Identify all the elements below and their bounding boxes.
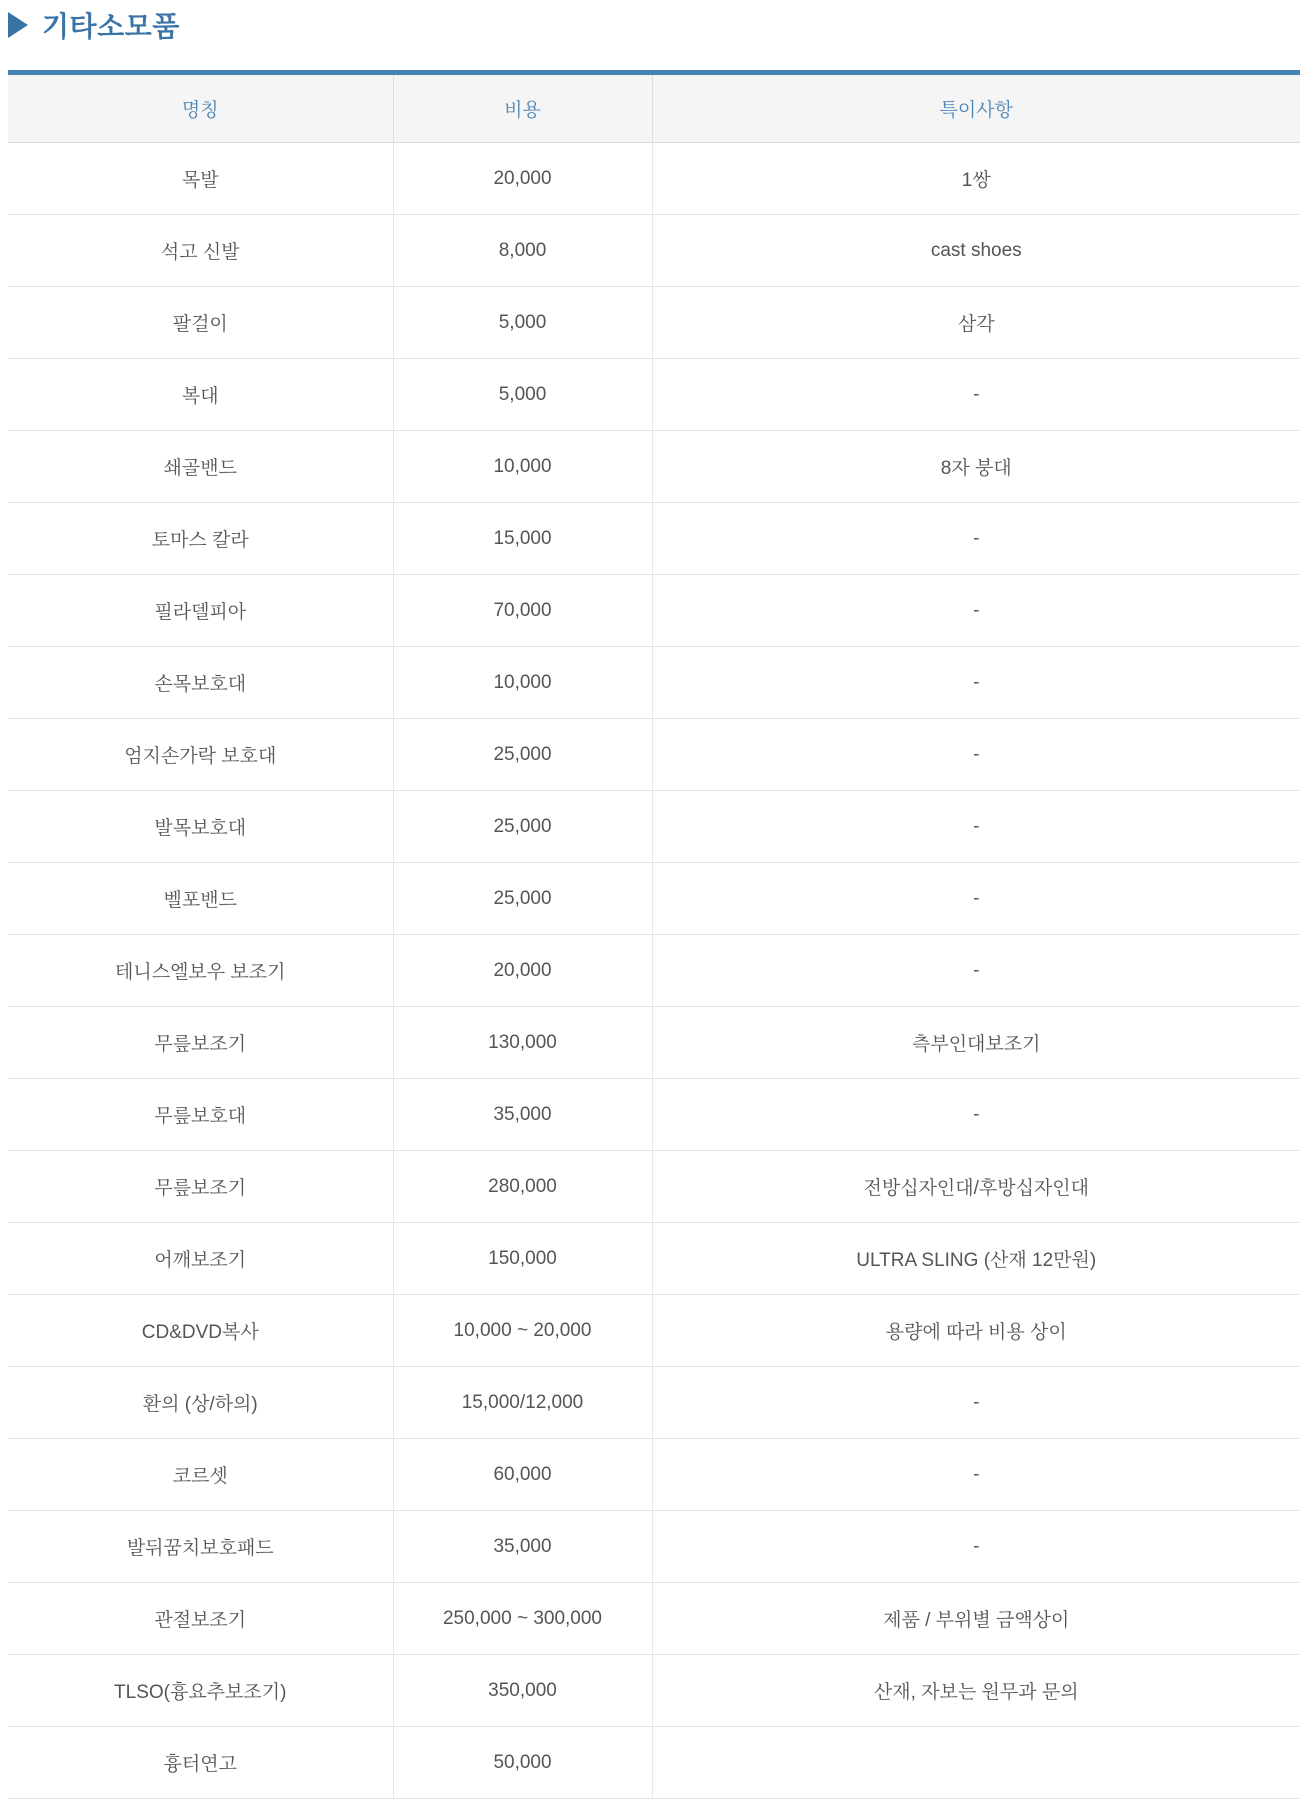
item-name-cell: 테니스엘보우 보조기 [8,935,393,1007]
item-name-cell: 무릎보호대 [8,1079,393,1151]
item-cost-cell: 25,000 [393,863,652,935]
item-cost-cell: 130,000 [393,1007,652,1079]
item-cost-cell: 350,000 [393,1655,652,1727]
item-name-cell: 벨포밴드 [8,863,393,935]
item-note-cell: 산재, 자보는 원무과 문의 [652,1655,1300,1727]
item-name-cell: 발목보호대 [8,791,393,863]
item-note-cell: - [652,863,1300,935]
consumables-table [8,70,1300,1799]
table-row [8,1439,1300,1511]
table-row [8,503,1300,575]
item-cost-cell: 35,000 [393,1079,652,1151]
item-note-cell: - [652,1367,1300,1439]
table-row [8,1007,1300,1079]
column-header-notes: 특이사항 [652,73,1300,143]
item-cost-cell: 10,000 [393,431,652,503]
item-note-cell: - [652,575,1300,647]
item-cost-cell: 20,000 [393,935,652,1007]
item-note-cell: 삼각 [652,287,1300,359]
item-cost-cell: 5,000 [393,359,652,431]
table-row [8,1655,1300,1727]
item-cost-cell: 10,000 [393,647,652,719]
table-row [8,1079,1300,1151]
item-cost-cell: 280,000 [393,1151,652,1223]
item-name-cell: 손목보호대 [8,647,393,719]
item-name-cell: 엄지손가락 보호대 [8,719,393,791]
item-name-cell: 무릎보조기 [8,1151,393,1223]
item-name-cell: 무릎보조기 [8,1007,393,1079]
table-row [8,1727,1300,1799]
table-row [8,359,1300,431]
item-name-cell: 팔걸이 [8,287,393,359]
item-cost-cell: 5,000 [393,287,652,359]
table-row [8,1295,1300,1367]
table-row [8,1151,1300,1223]
item-note-cell: - [652,719,1300,791]
item-name-cell: 발뒤꿈치보호패드 [8,1511,393,1583]
item-cost-cell: 10,000 ~ 20,000 [393,1295,652,1367]
item-name-cell: CD&DVD복사 [8,1295,393,1367]
item-cost-cell: 15,000 [393,503,652,575]
table-row [8,143,1300,215]
item-cost-cell: 50,000 [393,1727,652,1799]
arrow-right-icon [8,12,28,38]
table-body [8,143,1300,1799]
item-note-cell: - [652,791,1300,863]
item-note-cell: - [652,503,1300,575]
item-note-cell: - [652,1511,1300,1583]
table-row [8,647,1300,719]
table-row [8,791,1300,863]
item-note-cell: 측부인대보조기 [652,1007,1300,1079]
item-name-cell: 환의 (상/하의) [8,1367,393,1439]
table-row [8,1223,1300,1295]
item-name-cell: 어깨보조기 [8,1223,393,1295]
table-row [8,287,1300,359]
section-title [8,2,1300,48]
table-row [8,575,1300,647]
table-row [8,935,1300,1007]
item-name-cell: 석고 신발 [8,215,393,287]
item-name-cell: 흉터연고 [8,1727,393,1799]
item-name-cell: 목발 [8,143,393,215]
item-note-cell: - [652,647,1300,719]
header-row [8,73,1300,143]
item-note-cell: cast shoes [652,215,1300,287]
item-note-cell: 1쌍 [652,143,1300,215]
item-name-cell: 복대 [8,359,393,431]
item-name-cell: TLSO(흉요추보조기) [8,1655,393,1727]
item-name-cell: 필라델피아 [8,575,393,647]
item-note-cell: 용량에 따라 비용 상이 [652,1295,1300,1367]
table-row [8,1511,1300,1583]
item-note-cell [652,1727,1300,1799]
item-name-cell: 관절보조기 [8,1583,393,1655]
table-row [8,1583,1300,1655]
item-cost-cell: 250,000 ~ 300,000 [393,1583,652,1655]
item-note-cell: ULTRA SLING (산재 12만원) [652,1223,1300,1295]
table-row [8,431,1300,503]
item-note-cell: - [652,935,1300,1007]
item-cost-cell: 25,000 [393,719,652,791]
item-cost-cell: 60,000 [393,1439,652,1511]
item-note-cell: 전방십자인대/후방십자인대 [652,1151,1300,1223]
item-note-cell: - [652,359,1300,431]
item-cost-cell: 150,000 [393,1223,652,1295]
column-header-name: 명칭 [8,73,393,143]
table-row [8,863,1300,935]
item-cost-cell: 70,000 [393,575,652,647]
item-note-cell: 8자 붕대 [652,431,1300,503]
item-name-cell: 쇄골밴드 [8,431,393,503]
item-note-cell: - [652,1439,1300,1511]
table-header [8,73,1300,143]
column-header-cost: 비용 [393,73,652,143]
item-name-cell: 코르셋 [8,1439,393,1511]
item-name-cell: 토마스 칼라 [8,503,393,575]
item-cost-cell: 35,000 [393,1511,652,1583]
item-note-cell: 제품 / 부위별 금액상이 [652,1583,1300,1655]
table-row [8,215,1300,287]
item-cost-cell: 25,000 [393,791,652,863]
table-row [8,719,1300,791]
item-cost-cell: 15,000/12,000 [393,1367,652,1439]
item-note-cell: - [652,1079,1300,1151]
item-cost-cell: 20,000 [393,143,652,215]
table-row [8,1367,1300,1439]
section-title-text: 기타소모품 [42,11,180,42]
item-cost-cell: 8,000 [393,215,652,287]
